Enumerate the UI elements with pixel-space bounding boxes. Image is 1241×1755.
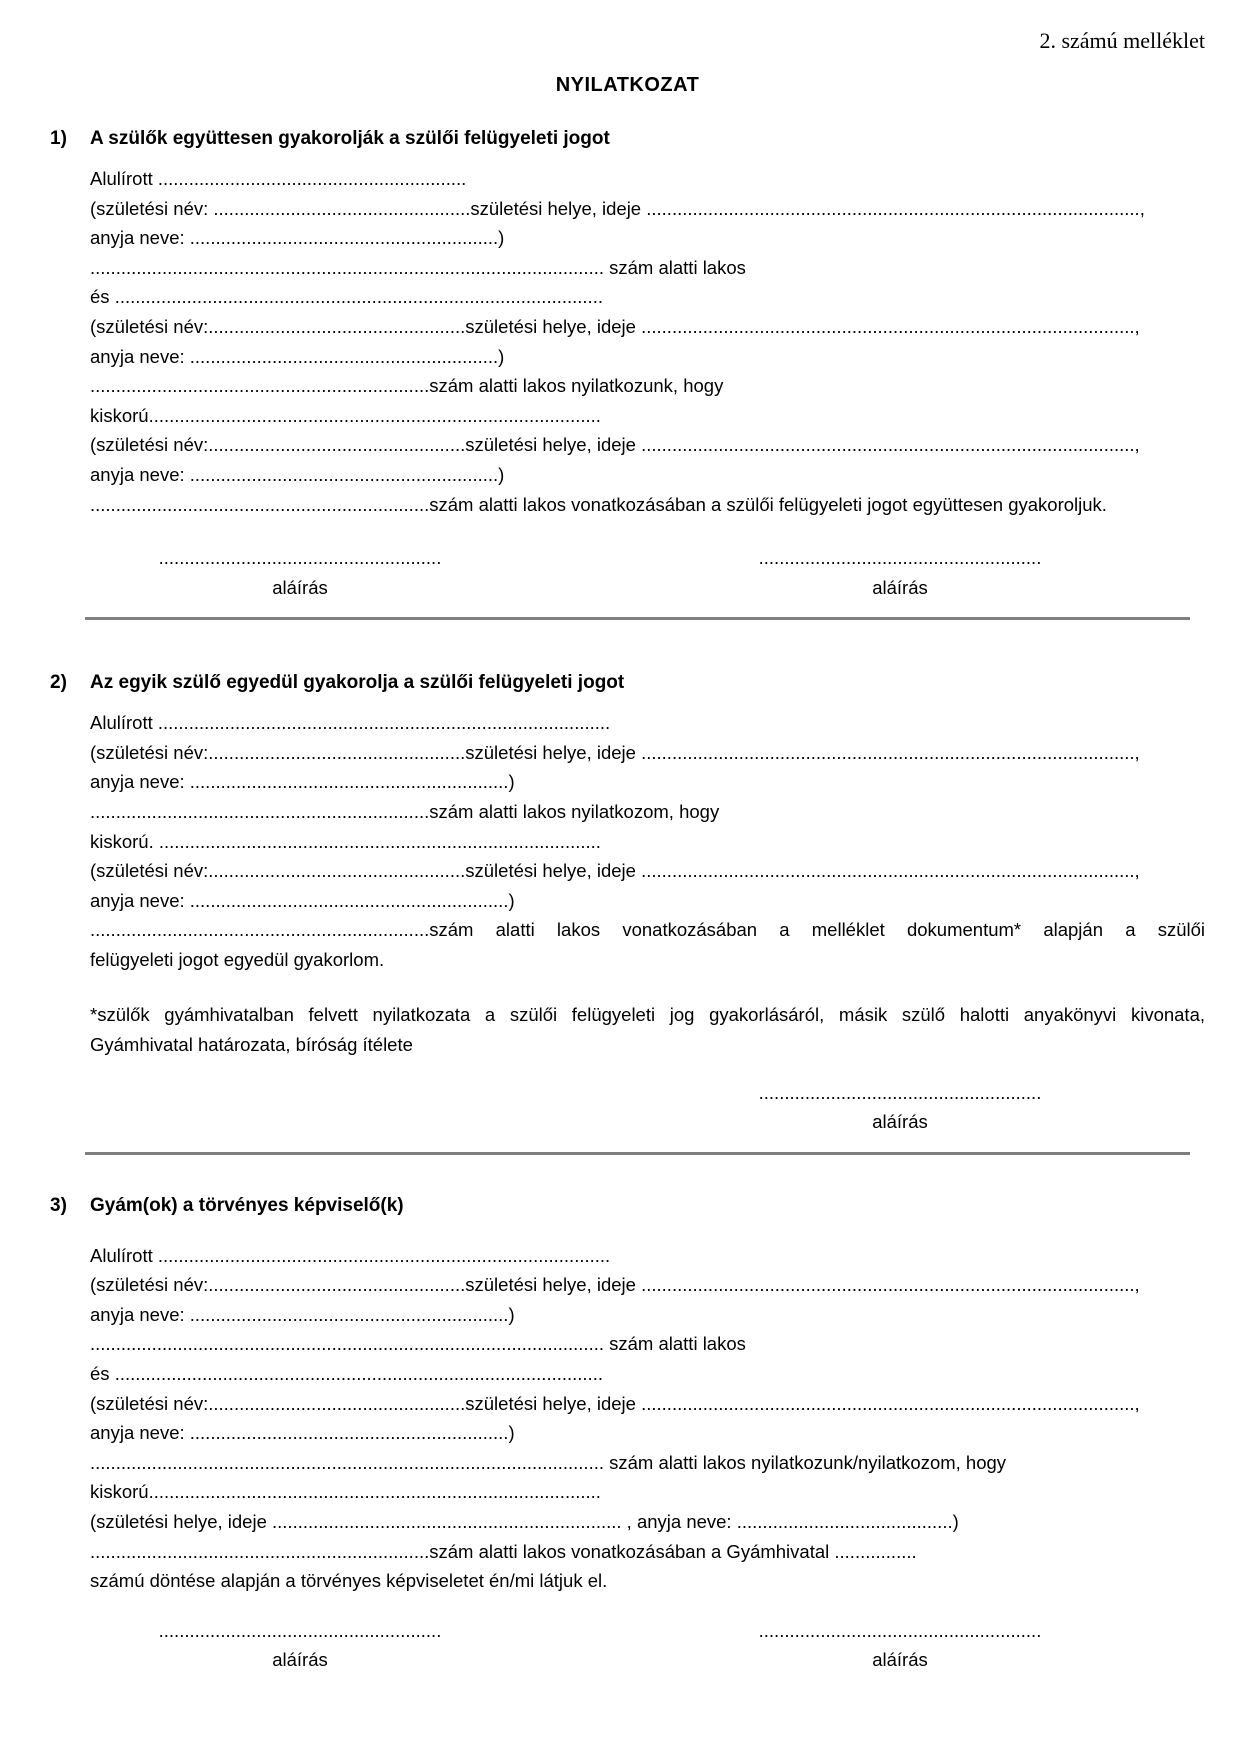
signature-label: aláírás [872,1111,928,1133]
form-line [90,223,1205,253]
form-line [90,738,1205,768]
section-heading-row [50,670,1205,696]
signature-row [90,543,1205,603]
signature-row [90,1616,1205,1676]
line-text: felügyeleti jogot egyedül gyakorlom. [90,948,385,970]
signature-dotted-line: ....................................................... [758,547,1042,569]
line-text: , [1134,741,1140,763]
line-text: ) [952,1511,959,1532]
section-heading: Az egyik szülő egyedül gyakorolja a szülői felügyeleti jogot [90,672,625,694]
dot-leader: ...................................................................................... [158,830,601,852]
signature-block-left [155,1616,445,1675]
form-line [90,1389,1205,1419]
dot-leader: .................................................................................................... [90,1333,604,1355]
line-text: szám alatti lakos nyilatkozunk/nyilatkozom, hogy [604,1451,1007,1473]
signature-label: aláírás [872,576,928,598]
section-2 [50,670,1205,1138]
dot-leader: ................ [834,1540,917,1562]
dot-leader: .................................................. [208,1392,466,1414]
line-text: , [1134,1274,1140,1296]
signature-label: aláírás [872,1649,928,1671]
line-text: szám alatti lakos [604,1333,746,1355]
dot-leader: ................................................................................................ [641,1392,1135,1414]
line-text: (születési név: [90,1274,209,1296]
dot-leader: .................................................................. [90,919,430,941]
form-line [90,1537,1205,1567]
line-text: születési helye, ideje [465,315,642,337]
dot-leader: .............................................................. [189,1303,509,1325]
dot-leader: ........................................................................................ [157,1244,611,1266]
line-text: szám alatti lakos vonatkozásában a Gyámhivatal [429,1540,835,1562]
form-line [90,827,1205,857]
dot-leader: ........................................................................................ [157,712,611,734]
form-line [90,1448,1205,1478]
dot-leader: ................................................................................................ [641,860,1135,882]
signature-row [90,1078,1205,1138]
line-text: , [1134,1392,1140,1414]
line-text: (születési név: [90,860,209,882]
form-line [90,945,1205,975]
form-line [90,708,1205,738]
dot-leader: ............................................................ [189,345,499,367]
line-text: anyja neve: [90,463,190,485]
sections-host [50,126,1205,1676]
dot-leader: ........................................................................................ [148,404,601,426]
line-text: *szülők gyámhivatalban felvett nyilatkozata a szülői felügyeleti jog gyakorlásáról, másik szülő halotti anyakönyvi kivonata, [90,1004,1205,1026]
form-line [90,1507,1205,1537]
line-text: Gyámhivatal határozata, bíróság ítélete [90,1034,413,1056]
line-text: anyja neve: [90,1303,190,1325]
line-text: (születési név: [90,741,209,763]
form-line [90,282,1205,312]
dot-leader: ............................................................ [157,168,467,189]
signature-dotted-line: ....................................................... [158,547,442,569]
dot-leader: ............................................................................................... [114,1363,603,1385]
form-line [90,1477,1205,1507]
line-text: anyja neve: [90,1422,190,1444]
form-line [90,856,1205,886]
dot-leader: .......................................... [736,1511,953,1532]
section-1 [50,126,1205,603]
section-number: 2) [50,672,67,694]
section-heading-row [50,126,1205,152]
line-text: születési helye, ideje [465,434,642,456]
document-title: NYILATKOZAT [555,74,700,96]
line-text: szám alatti lakos nyilatkozunk, hogy [429,375,724,397]
form-line [90,430,1205,460]
form-line [90,371,1205,401]
line-text: születési helye, ideje [465,741,642,763]
form-line [90,342,1205,372]
line-text: ) [508,1422,515,1444]
form-line [90,1241,1205,1271]
line-text: (születési név: [90,197,214,219]
dot-leader: ................................................................................................ [641,315,1135,337]
dot-leader: .................................................................... [272,1511,622,1532]
form-line [90,1300,1205,1330]
form-line [90,1000,1205,1030]
signature-block-right [755,1078,1045,1137]
line-text: anyja neve: [90,345,190,367]
dot-leader: .................................................. [208,315,466,337]
dot-leader: ............................................................................................... [114,286,603,308]
section-divider [85,617,1190,620]
form-line [90,253,1205,283]
line-text: Alulírott [90,1244,158,1266]
dot-leader: .................................................................. [90,800,430,822]
form-line [90,401,1205,431]
section-heading: Gyám(ok) a törvényes képviselő(k) [90,1194,404,1216]
line-text: Alulírott [90,712,158,734]
signature-block-right [755,1616,1045,1675]
dot-leader: .................................................. [208,741,466,763]
line-text: ) [508,889,515,911]
form-line [90,797,1205,827]
line-text: , [1134,315,1140,337]
dot-leader: ........................................................................................ [148,1481,601,1503]
dot-leader: .............................................................. [189,889,509,911]
form-line [90,1030,1205,1060]
form-line [90,460,1205,490]
signature-dotted-line: ....................................................... [758,1619,1042,1641]
attachment-note: 2. számú melléklet [1039,28,1205,53]
line-text: ) [498,463,505,485]
line-text: anyja neve: [90,227,190,249]
section-3 [50,1193,1205,1676]
line-text: kiskorú [90,404,149,426]
dot-leader: .................................................................................................... [90,256,604,278]
line-text: kiskorú [90,1481,149,1503]
line-text: szám alatti lakos nyilatkozom, hogy [429,800,720,822]
form-line [90,767,1205,797]
line-text: kiskorú. [90,830,159,852]
form-line [90,164,1205,194]
line-text: (születési név: [90,434,209,456]
dot-leader: .................................................................. [90,1540,430,1562]
line-text: , [1139,197,1145,219]
dot-leader: .................................................................. [90,375,430,397]
dot-leader: .................................................. [208,860,466,882]
section-body [90,708,1205,1060]
line-text: , [1134,434,1140,456]
line-text: , [1134,860,1140,882]
form-line [90,1418,1205,1448]
signature-dotted-line: ....................................................... [158,1619,442,1641]
form-line [90,312,1205,342]
line-text: születési helye, ideje [470,197,647,219]
section-number: 1) [50,128,67,149]
dot-leader: ................................................................................................ [641,1274,1135,1296]
line-text: szám alatti lakos [604,256,746,278]
line-text: ) [508,1303,515,1325]
signature-dotted-line: ....................................................... [758,1081,1042,1103]
dot-leader: .................................................. [208,434,466,456]
dot-leader: .................................................. [213,197,471,219]
line-text: születési helye, ideje [465,1392,642,1414]
section-heading-row [50,1193,1205,1219]
dot-leader: ................................................................................................ [641,741,1135,763]
signature-block-left [155,543,445,602]
line-text: és [90,1363,115,1385]
line-text: Alulírott [90,168,158,189]
form-line [90,915,1205,945]
line-text: anyja neve: [90,889,190,911]
dot-leader: .............................................................. [189,1422,509,1444]
line-text: (születési név: [90,315,209,337]
signature-label: aláírás [272,1649,328,1671]
form-line [90,1329,1205,1359]
line-text: (születési név: [90,1392,209,1414]
dot-leader: .............................................................. [189,771,509,793]
form-line [90,1566,1205,1596]
line-text: és [90,286,115,308]
form-line [90,490,1205,520]
dot-leader: ................................................................................................ [646,197,1140,219]
line-text: számú döntése alapján a törvényes képviseletet én/mi látjuk el. [90,1570,608,1592]
line-text: szám alatti lakos vonatkozásában a szülői felügyeleti jogot együttesen gyakoroljuk. [429,493,1107,515]
section-divider [85,1152,1190,1155]
line-text: anyja neve: [90,771,190,793]
signature-label: aláírás [272,576,328,598]
section-number: 3) [50,1194,67,1216]
line-text: szám alatti lakos vonatkozásában a melléklet dokumentum* alapján a szülői [429,919,1205,941]
signature-block-right [755,543,1045,602]
form-line [90,1270,1205,1300]
line-text: ) [498,345,505,367]
line-text: (születési helye, ideje [90,1511,273,1532]
line-text: születési helye, ideje [465,860,642,882]
form-line [90,886,1205,916]
line-text: születési helye, ideje [465,1274,642,1296]
dot-leader: ................................................................................................ [641,434,1135,456]
section-body [90,164,1205,519]
form-line [90,1359,1205,1389]
section-heading: A szülők együttesen gyakorolják a szülői felügyeleti jogot [90,128,610,149]
line-text: ) [508,771,515,793]
form-line [90,194,1205,224]
line-text: ) [498,227,505,249]
dot-leader: .................................................................. [90,493,430,515]
dot-leader: ............................................................ [189,227,499,249]
line-text: , anyja neve: [621,1511,737,1532]
dot-leader: .................................................. [208,1274,466,1296]
dot-leader: .................................................................................................... [90,1451,604,1473]
dot-leader: ............................................................ [189,463,499,485]
section-body [90,1241,1205,1596]
